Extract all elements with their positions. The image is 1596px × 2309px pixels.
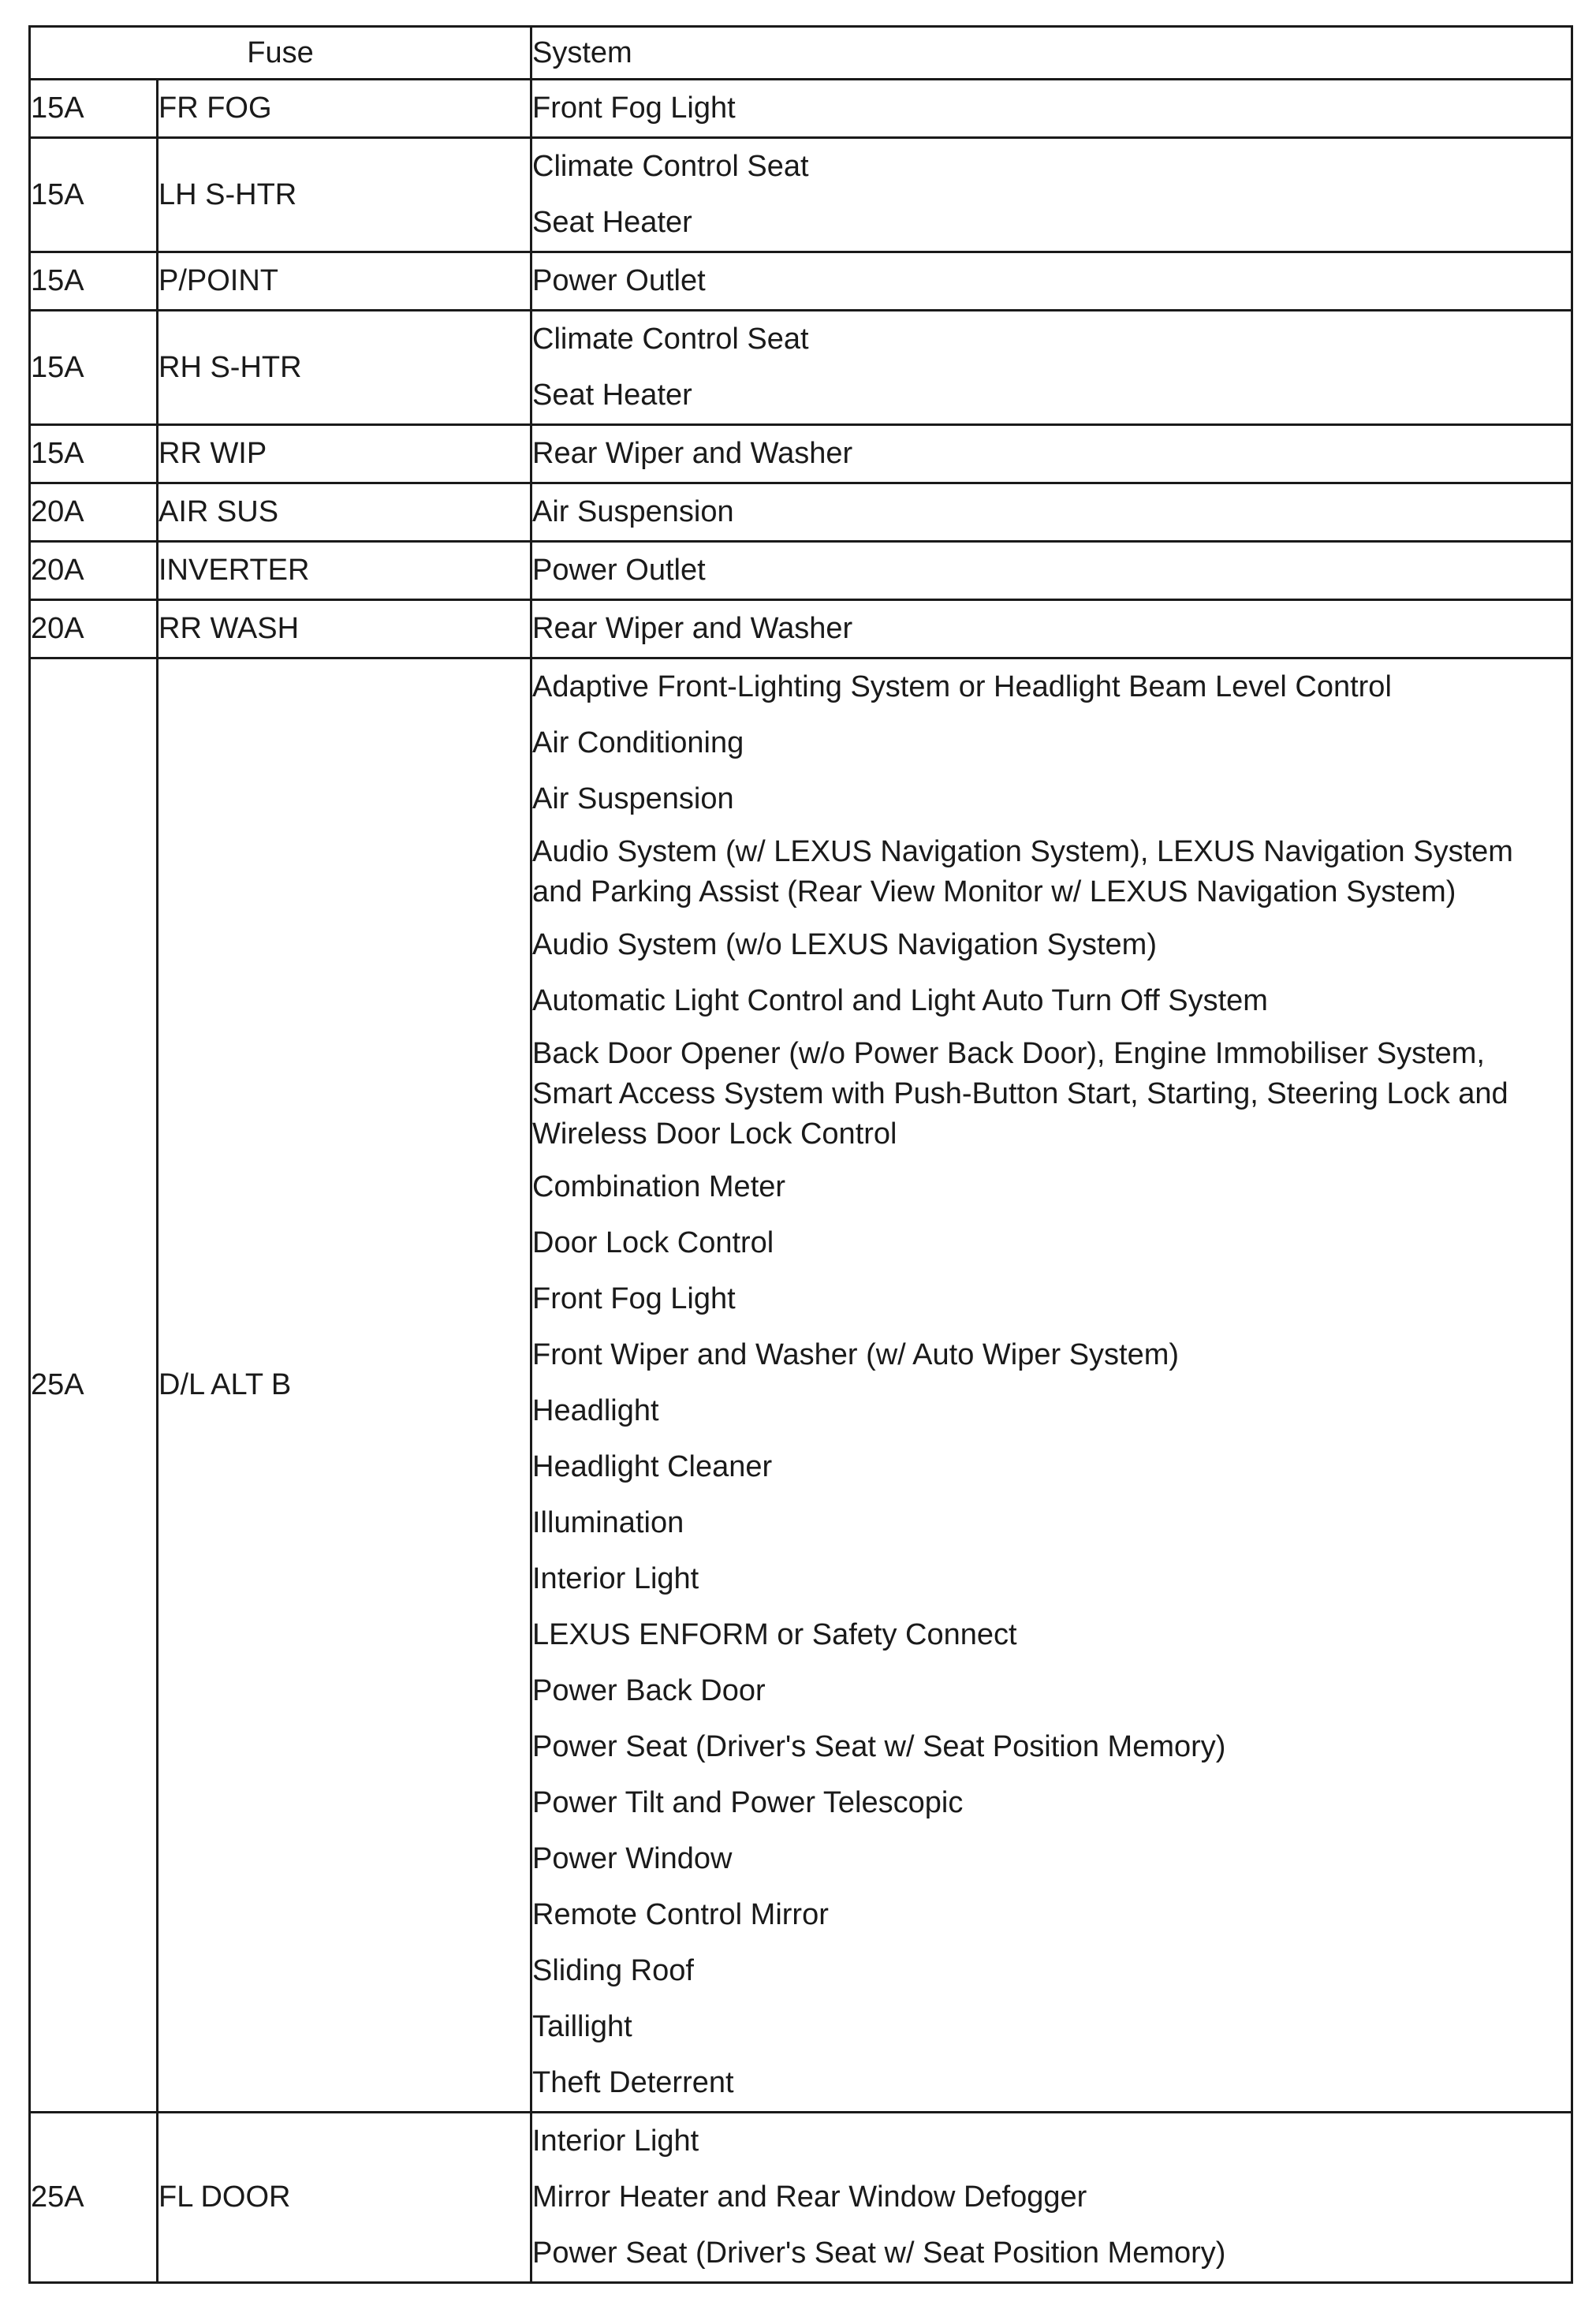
system-item: Sliding Roof [532, 1954, 694, 1987]
table-row [30, 80, 1572, 138]
system-item: Power Seat (Driver's Seat w/ Seat Position Memory) [532, 2236, 1226, 2270]
system-item: Headlight Cleaner [532, 1450, 773, 1483]
fuse-systems [531, 138, 1572, 252]
system-item: Automatic Light Control and Light Auto Turn Off System [532, 984, 1268, 1017]
fuse-name: FR FOG [158, 80, 531, 138]
system-item: Door Lock Control [532, 1226, 774, 1259]
system-item: Audio System (w/ LEXUS Navigation System), LEXUS Navigation System and Parking Assist (Rear View Monitor w/ LEXUS Navigation System) [532, 835, 1513, 908]
system-item: Combination Meter [532, 1170, 786, 1203]
system-item: Theft Deterrent [532, 2066, 734, 2099]
fuse-name: RH S-HTR [158, 311, 531, 425]
fuse-systems [531, 542, 1572, 600]
fuse-amperage: 15A [30, 252, 158, 311]
table-row [30, 483, 1572, 542]
fuse-systems [531, 252, 1572, 311]
system-item: Mirror Heater and Rear Window Defogger [532, 2180, 1087, 2214]
fuse-systems [531, 600, 1572, 658]
table-row [30, 252, 1572, 311]
table-row [30, 311, 1572, 425]
system-item: Illumination [532, 1506, 684, 1539]
fuse-amperage: 15A [30, 80, 158, 138]
system-item: Front Wiper and Washer (w/ Auto Wiper System) [532, 1338, 1180, 1371]
fuse-amperage: 20A [30, 542, 158, 600]
fuse-amperage: 25A [30, 658, 158, 2113]
fuse-amperage: 15A [30, 425, 158, 483]
header-system: System [531, 27, 1572, 80]
fuse-name: D/L ALT B [158, 658, 531, 2113]
table-row [30, 2113, 1572, 2283]
system-item: Adaptive Front-Lighting System or Headlight Beam Level Control [532, 670, 1392, 703]
system-item: Front Fog Light [532, 1282, 736, 1315]
fuse-amperage: 15A [30, 138, 158, 252]
system-item: Power Tilt and Power Telescopic [532, 1786, 964, 1819]
system-item: Climate Control Seat [532, 323, 809, 356]
system-item: Power Back Door [532, 1674, 766, 1707]
fuse-systems [531, 311, 1572, 425]
system-item: Back Door Opener (w/o Power Back Door), Engine Immobiliser System, Smart Access System with Push-Button Start, Starting, Steering Lock and Wireless Door Lock Control [532, 1037, 1508, 1151]
fuse-amperage: 25A [30, 2113, 158, 2283]
fuse-table [28, 25, 1573, 2284]
fuse-name: INVERTER [158, 542, 531, 600]
system-item: Rear Wiper and Washer [532, 612, 853, 645]
system-item: Front Fog Light [532, 91, 736, 125]
fuse-systems [531, 2113, 1572, 2283]
system-item: Power Window [532, 1842, 733, 1875]
fuse-name: FL DOOR [158, 2113, 531, 2283]
fuse-systems [531, 658, 1572, 2113]
fuse-name: P/POINT [158, 252, 531, 311]
table-row [30, 600, 1572, 658]
fuse-amperage: 20A [30, 483, 158, 542]
system-item: Seat Heater [532, 206, 692, 239]
system-item: Interior Light [532, 1562, 699, 1595]
system-item: Air Suspension [532, 495, 734, 528]
system-item: Taillight [532, 2010, 632, 2043]
system-item: LEXUS ENFORM or Safety Connect [532, 1618, 1017, 1651]
system-item: Power Outlet [532, 554, 706, 587]
system-item: Power Seat (Driver's Seat w/ Seat Position Memory) [532, 1730, 1226, 1763]
fuse-systems [531, 80, 1572, 138]
table-header-row [30, 27, 1572, 80]
table-body [30, 80, 1572, 2283]
system-item: Seat Heater [532, 379, 692, 412]
fuse-systems [531, 425, 1572, 483]
system-item: Rear Wiper and Washer [532, 437, 853, 470]
system-item: Air Suspension [532, 782, 734, 815]
fuse-name: LH S-HTR [158, 138, 531, 252]
fuse-amperage: 15A [30, 311, 158, 425]
table-row [30, 425, 1572, 483]
header-fuse: Fuse [30, 27, 531, 80]
system-item: Remote Control Mirror [532, 1898, 829, 1931]
fuse-name: RR WASH [158, 600, 531, 658]
system-item: Climate Control Seat [532, 150, 809, 183]
table-row [30, 138, 1572, 252]
fuse-name: AIR SUS [158, 483, 531, 542]
table-row [30, 658, 1572, 2113]
fuse-systems [531, 483, 1572, 542]
system-item: Power Outlet [532, 264, 706, 297]
system-item: Interior Light [532, 2124, 699, 2158]
system-item: Air Conditioning [532, 726, 744, 759]
system-item: Audio System (w/o LEXUS Navigation System) [532, 928, 1157, 961]
table-row [30, 542, 1572, 600]
fuse-name: RR WIP [158, 425, 531, 483]
system-item: Headlight [532, 1394, 659, 1427]
fuse-amperage: 20A [30, 600, 158, 658]
